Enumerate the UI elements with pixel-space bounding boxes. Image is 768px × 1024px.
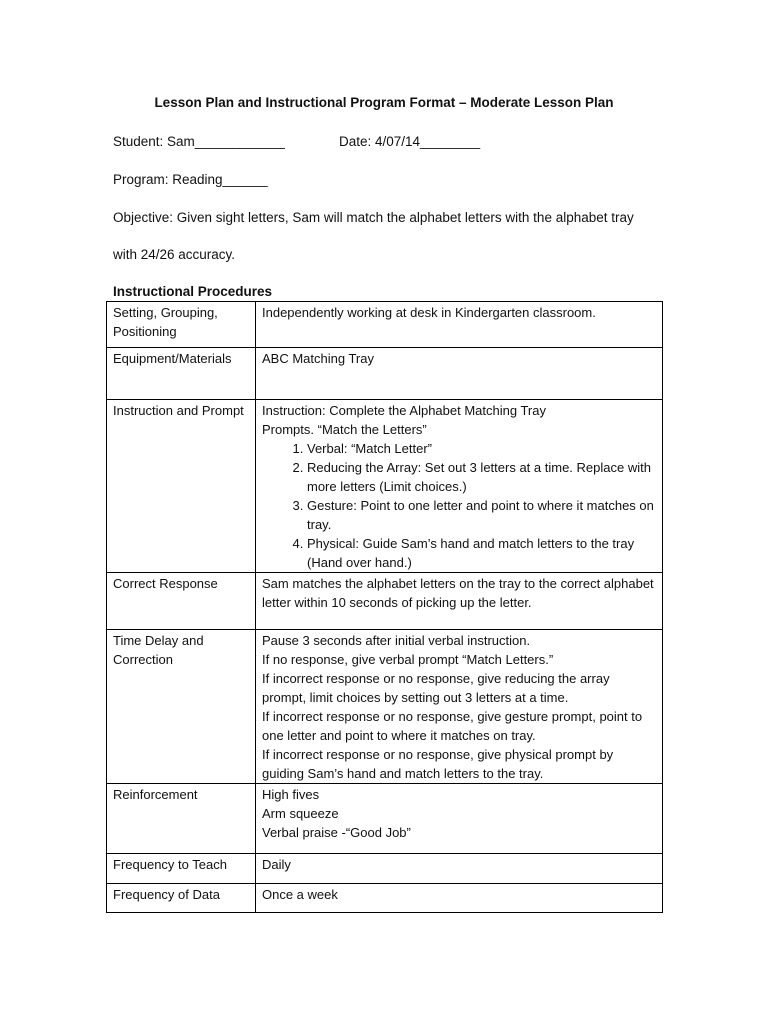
delay-line: Pause 3 seconds after initial verbal instruction. bbox=[262, 633, 531, 648]
frequency-data-content: Once a week bbox=[256, 884, 663, 913]
delay-line: If incorrect response or no response, give gesture prompt, point to one letter and point to where it matches on tray. bbox=[262, 709, 643, 743]
correct-response-content: Sam matches the alphabet letters on the tray to the correct alphabet letter within 10 seconds of picking up the letter. bbox=[256, 573, 663, 630]
frequency-data-label: Frequency of Data bbox=[107, 884, 256, 913]
prompt-list bbox=[262, 439, 656, 572]
student-line: Student: Sam____________ bbox=[113, 134, 285, 149]
frequency-teach-content: Daily bbox=[256, 854, 663, 884]
equipment-content: ABC Matching Tray bbox=[256, 348, 663, 400]
reinforcement-label: Reinforcement bbox=[107, 784, 256, 854]
correct-response-label: Correct Response bbox=[107, 573, 256, 630]
delay-line: If no response, give verbal prompt “Match Letters.” bbox=[262, 652, 554, 667]
reinforcement-line: Verbal praise -“Good Job” bbox=[262, 825, 411, 840]
reinforcement-line: Arm squeeze bbox=[262, 806, 339, 821]
table-row bbox=[107, 630, 663, 784]
list-item: 3. Gesture: Point to one letter and point to where it matches on tray. bbox=[307, 496, 656, 534]
table-row bbox=[107, 884, 663, 913]
list-item: 4. Physical: Guide Sam’s hand and match letters to the tray (Hand over hand.) bbox=[307, 534, 656, 572]
instruction-content bbox=[256, 400, 663, 573]
reinforcement-line: High fives bbox=[262, 787, 320, 802]
section-heading: Instructional Procedures bbox=[113, 284, 273, 299]
table-row bbox=[107, 302, 663, 348]
time-delay-content bbox=[256, 630, 663, 784]
list-item: 1. Verbal: “Match Letter” bbox=[307, 439, 656, 458]
document-title: Lesson Plan and Instructional Program Format – Moderate Lesson Plan bbox=[154, 95, 614, 110]
procedures-table bbox=[106, 301, 663, 913]
equipment-label: Equipment/Materials bbox=[107, 348, 256, 400]
table-row bbox=[107, 784, 663, 854]
list-item: 2. Reducing the Array: Set out 3 letters at a time. Replace with more letters (Limit choices.) bbox=[307, 458, 656, 496]
objective-line-1: Objective: Given sight letters, Sam will match the alphabet letters with the alphabet tray bbox=[113, 210, 634, 225]
prompts-line: Prompts. “Match the Letters” bbox=[262, 422, 427, 437]
frequency-teach-label: Frequency to Teach bbox=[107, 854, 256, 884]
setting-content: Independently working at desk in Kindergarten classroom. bbox=[256, 302, 663, 348]
delay-line: If incorrect response or no response, give reducing the array prompt, limit choices by setting out 3 letters at a time. bbox=[262, 671, 610, 705]
instruction-line: Instruction: Complete the Alphabet Matching Tray bbox=[262, 403, 546, 418]
instruction-label: Instruction and Prompt bbox=[107, 400, 256, 573]
objective-line-2: with 24/26 accuracy. bbox=[113, 247, 236, 262]
table-row bbox=[107, 573, 663, 630]
table-row bbox=[107, 400, 663, 573]
table-row bbox=[107, 854, 663, 884]
reinforcement-content bbox=[256, 784, 663, 854]
table-row bbox=[107, 348, 663, 400]
date-line: Date: 4/07/14________ bbox=[339, 134, 481, 149]
delay-line: If incorrect response or no response, give physical prompt by guiding Sam’s hand and match letters to the tray. bbox=[262, 747, 614, 781]
program-line: Program: Reading______ bbox=[113, 172, 268, 187]
setting-label: Setting, Grouping, Positioning bbox=[107, 302, 256, 348]
time-delay-label: Time Delay and Correction bbox=[107, 630, 256, 784]
